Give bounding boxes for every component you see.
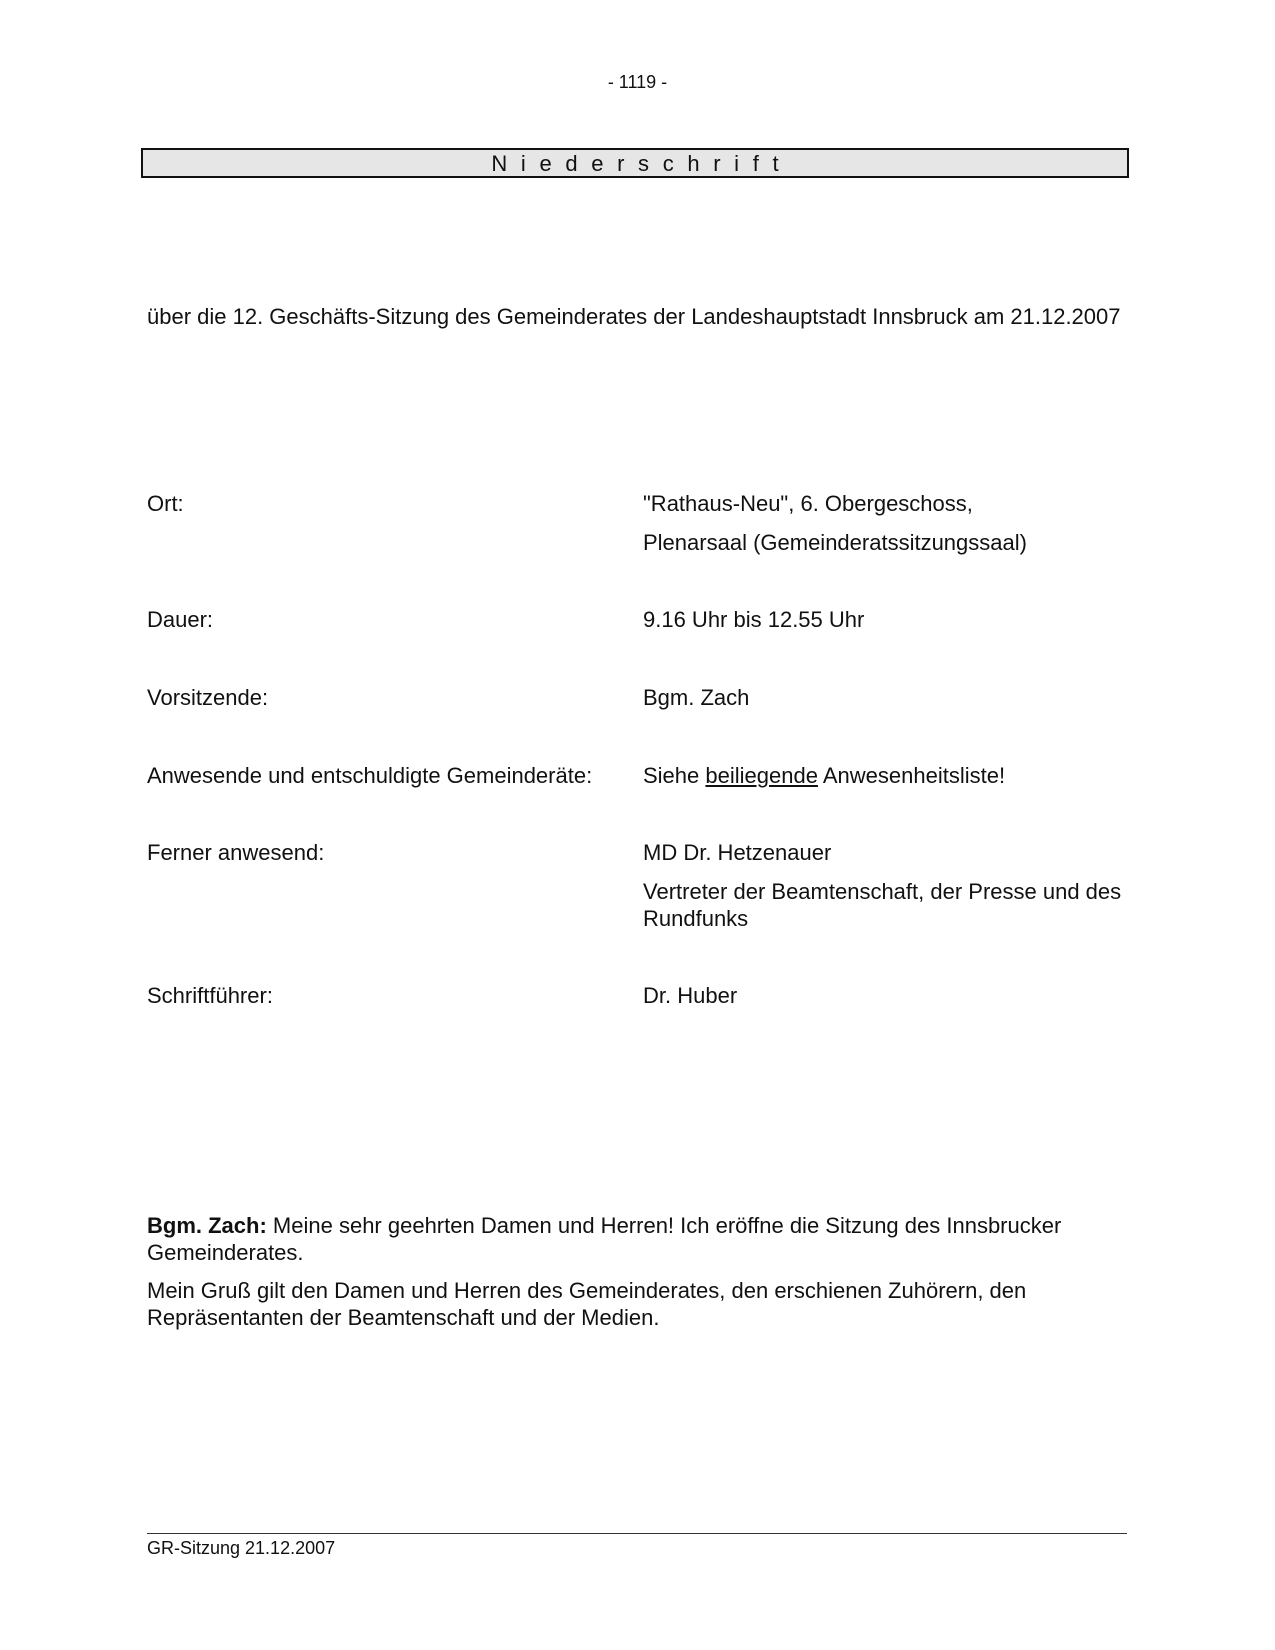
anwesende-value [643,762,1123,789]
document-title: Niederschrift [141,148,1129,178]
vorsitzende-label: Vorsitzende: [147,685,269,710]
ferner-line1: MD Dr. Hetzenauer [643,840,832,865]
schriftfuehrer-label: Schriftführer: [147,983,273,1008]
ort-line2: Plenarsaal (Gemeinderatssitzungssaal) [643,530,1027,555]
speech-text-1: Meine sehr geehrten Damen und Herren! Ich eröffne die Sitzung des Innsbrucker Gemeinderates. [147,1213,1062,1265]
vorsitzende-value: Bgm. Zach [643,685,750,710]
footer-divider [147,1533,1127,1534]
anwesende-label: Anwesende und entschuldigte Gemeinderäte: [147,763,593,788]
speech-paragraph-1 [147,1212,1127,1266]
ort-label: Ort: [147,491,184,516]
ferner-value [643,839,1123,944]
ort-line1: "Rathaus-Neu", 6. Obergeschoss, [643,491,973,516]
ferner-line2: Vertreter der Beamtenschaft, der Presse und des Rundfunks [643,879,1122,931]
dauer-label: Dauer: [147,607,214,632]
ort-value [643,490,1123,568]
speech-text-2: Mein Gruß gilt den Damen und Herren des Gemeinderates, den erschienen Zuhörern, den Repräsentanten der Beamtenschaft und der Medien. [147,1278,1027,1330]
speech-block [147,1212,1127,1342]
page-number: - 1119 - [607,72,668,92]
ferner-label: Ferner anwesend: [147,840,325,865]
anwesende-suffix: Anwesenheitsliste! [822,763,1006,788]
dauer-value: 9.16 Uhr bis 12.55 Uhr [643,607,865,632]
anwesende-prefix: Siehe [643,763,700,788]
footer-text: GR-Sitzung 21.12.2007 [147,1538,336,1558]
anwesende-underlined: beiliegende [705,763,818,788]
schriftfuehrer-value: Dr. Huber [643,983,738,1008]
speaker-name: Bgm. Zach: [147,1213,267,1238]
intro-paragraph: über die 12. Geschäfts-Sitzung des Gemeinderates der Landeshauptstadt Innsbruck am 21.12.2007 [147,304,1121,329]
